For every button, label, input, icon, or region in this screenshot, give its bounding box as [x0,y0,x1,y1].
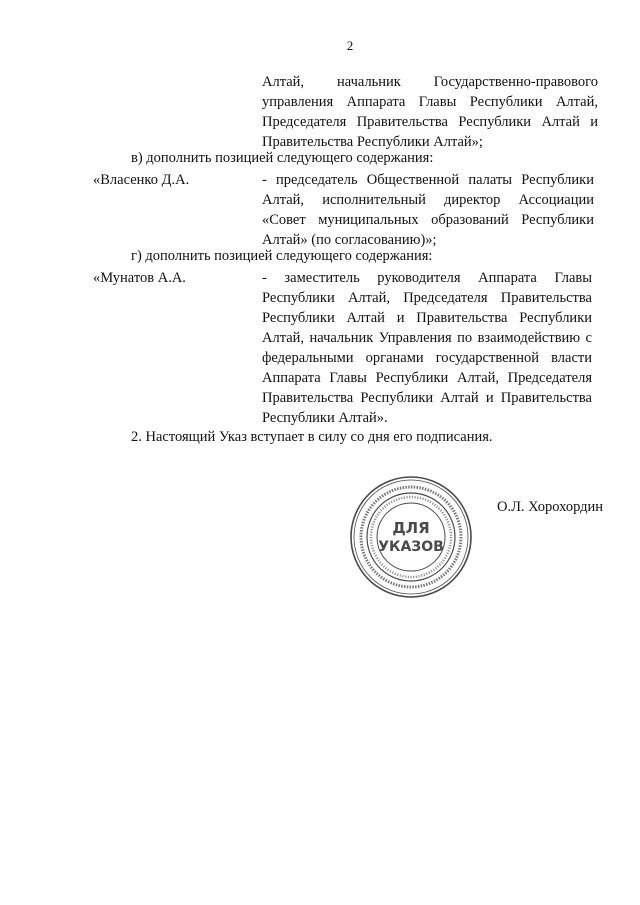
item-v-heading: в) дополнить позицией следующего содержания: [131,150,434,166]
signature-name: О.Л. Хорохордин [497,499,604,515]
svg-text:ДЛЯ: ДЛЯ [392,519,430,537]
official-stamp [349,475,473,599]
entry-description-munatov: - заместитель руководителя Аппарата Главы Республики Алтай, Председателя Правительства Республики Алтай и Правительства Республики Алтай, начальник Управления по взаимодействию с федеральными органами государственной власти Аппарата Главы Республики Алтай, Председателя Правительства Республики Алтай и Правительства Республики Алтай». [262,270,592,426]
page-number: 2 [346,38,354,53]
clause-2: 2. Настоящий Указ вступает в силу со дня его подписания. [131,429,493,445]
entry-name-vlasenko: «Власенко Д.А. [93,172,190,188]
entry-description-vlasenko: - председатель Общественной палаты Республики Алтай, исполнительный директор Ассоциации «Совет муниципальных образований Республики Алтай» (по согласованию)»; [262,172,594,248]
continuation-paragraph: Алтай, начальник Государственно-правового управления Аппарата Главы Республики Алтай, Председателя Правительства Республики Алтай и Правительства Республики Алтай»; [262,74,598,150]
svg-text:УКАЗОВ: УКАЗОВ [378,539,444,555]
entry-name-munatov: «Мунатов А.А. [93,270,186,286]
item-g-heading: г) дополнить позицией следующего содержания: [131,248,433,264]
